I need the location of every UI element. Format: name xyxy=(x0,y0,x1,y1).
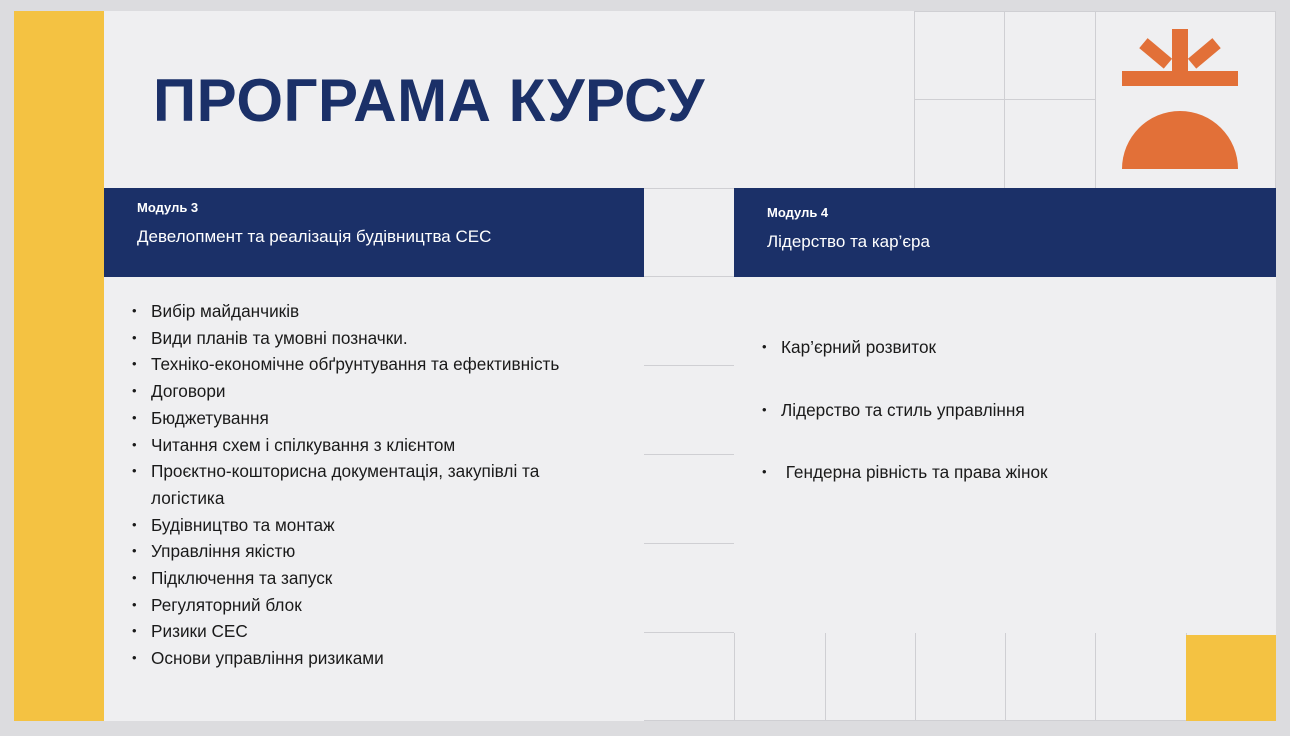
module-4-panel xyxy=(734,277,1276,633)
module-4-topics xyxy=(762,298,1242,522)
list-item: • Підключення та запуск xyxy=(132,565,602,592)
grid-cell xyxy=(643,276,735,366)
module-4-header xyxy=(734,188,1276,277)
module-3-topics xyxy=(132,298,602,672)
grid-cell xyxy=(914,11,1005,100)
list-item: • Основи управління ризиками xyxy=(132,645,602,672)
module-3-panel xyxy=(104,277,644,721)
list-item: • Лідерство та стиль управління xyxy=(762,397,1242,424)
list-item: • Управління якістю xyxy=(132,538,602,565)
module-3-name: Девелопмент та реалізація будівництва СЕС xyxy=(137,227,492,246)
list-item: • Кар’єрний розвиток xyxy=(762,334,1242,361)
yellow-corner-block xyxy=(1186,635,1276,721)
list-item: • Проєктно-кошторисна документація, закупівлі та логістика xyxy=(132,458,602,511)
module-4-label: Модуль 4 xyxy=(767,205,829,220)
sun-logo-icon xyxy=(1122,29,1238,171)
list-item: • Види планів та умовні позначки. xyxy=(132,325,602,352)
list-item: • Договори xyxy=(132,378,602,405)
list-item: • Регуляторний блок xyxy=(132,592,602,619)
list-item: • Бюджетування xyxy=(132,405,602,432)
module-3-label: Модуль 3 xyxy=(137,200,199,215)
grid-cell xyxy=(825,632,916,721)
module-3-header xyxy=(104,188,644,277)
grid-cell xyxy=(734,632,826,721)
module-4-name: Лідерство та кар’єра xyxy=(767,232,930,251)
list-item: • Вибір майданчиків xyxy=(132,298,602,325)
list-item: • Читання схем і спілкування з клієнтом xyxy=(132,432,602,459)
grid-cell xyxy=(1005,632,1096,721)
list-item: • Гендерна рівність та права жінок xyxy=(762,459,1242,486)
grid-cell xyxy=(1004,99,1096,189)
grid-cell xyxy=(643,543,735,633)
grid-cell xyxy=(1095,632,1187,721)
grid-cell xyxy=(643,188,735,277)
grid-cell xyxy=(915,632,1006,721)
page-title: ПРОГРАМА КУРСУ xyxy=(153,67,705,134)
grid-cell xyxy=(643,365,735,455)
list-item: • Техніко-економічне обґрунтування та ефективність xyxy=(132,351,602,378)
grid-cell xyxy=(643,632,735,721)
list-item: • Ризики СЕС xyxy=(132,618,602,645)
grid-cell xyxy=(914,99,1005,189)
grid-cell xyxy=(1004,11,1096,100)
list-item: • Будівництво та монтаж xyxy=(132,512,602,539)
grid-cell xyxy=(643,454,735,544)
slide xyxy=(14,11,1276,721)
yellow-left-strip xyxy=(14,11,104,721)
